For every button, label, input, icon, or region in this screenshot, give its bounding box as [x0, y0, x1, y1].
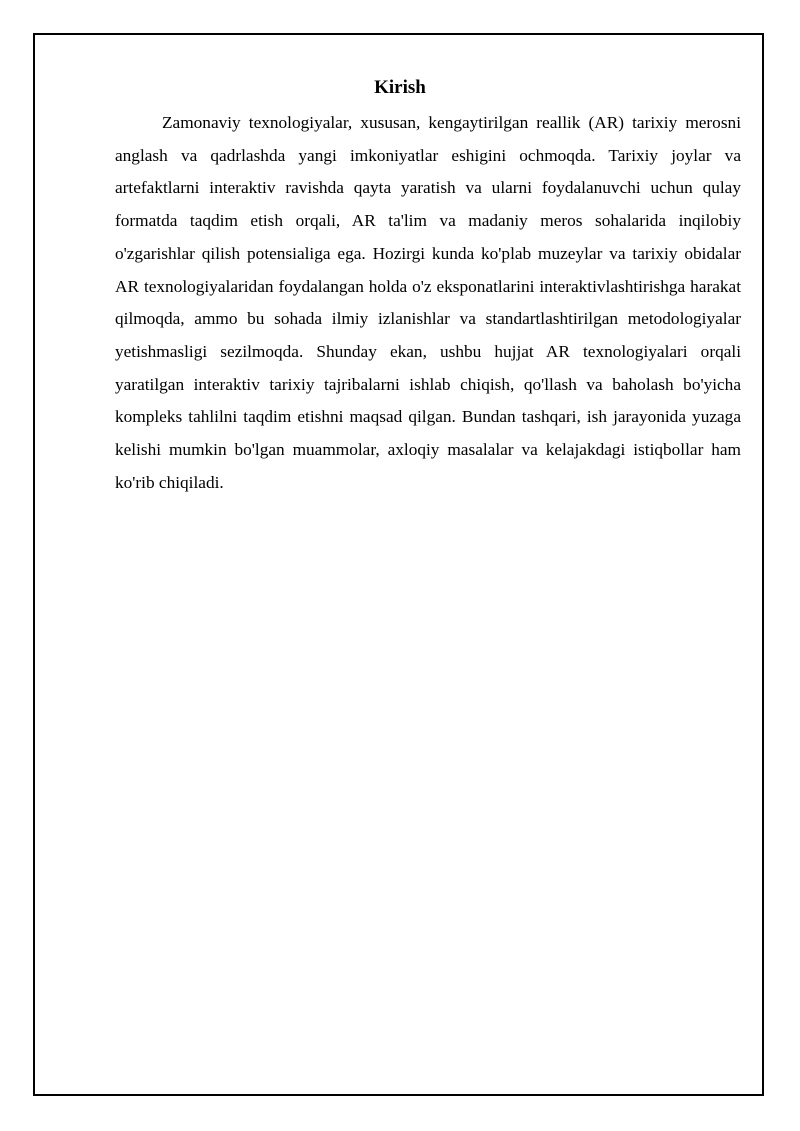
section-heading: Kirish — [374, 77, 426, 98]
body-paragraph: Zamonaviy texnologiyalar, xususan, kengaytirilgan reallik (AR) tarixiy merosni anglash va qadrlashda yangi imkoniyatlar eshigini ochmoqda. Tarixiy joylar va artefaktlarni interaktiv ravishda qayta yaratish va ularni foydalanuvchi uchun qulay formatda taqdim etish orqali, AR ta'lim va madaniy meros sohalarida inqilobiy o'zgarishlar qilish potensialiga ega. Hozirgi kunda ko'plab muzeylar va tarixiy obidalar AR texnologiyalaridan foydalangan holda o'z eksponatlarini interaktivlashtirishga harakat qilmoqda, ammo bu sohada ilmiy izlanishlar va standartlashtirilgan metodologiyalar yetishmasligi sezilmoqda. Shunday ekan, ushbu hujjat AR texnologiyalari orqali yaratilgan interaktiv tarixiy tajribalarni ishlab chiqish, qo'llash va baholash bo'yicha kompleks tahlilni taqdim etishni maqsad qilgan. Bundan tashqari, ish jarayonida yuzaga kelishi mumkin bo'lgan muammolar, axloqiy masalalar va kelajakdagi istiqbollar ham ko'rib chiqiladi. — [115, 113, 741, 492]
